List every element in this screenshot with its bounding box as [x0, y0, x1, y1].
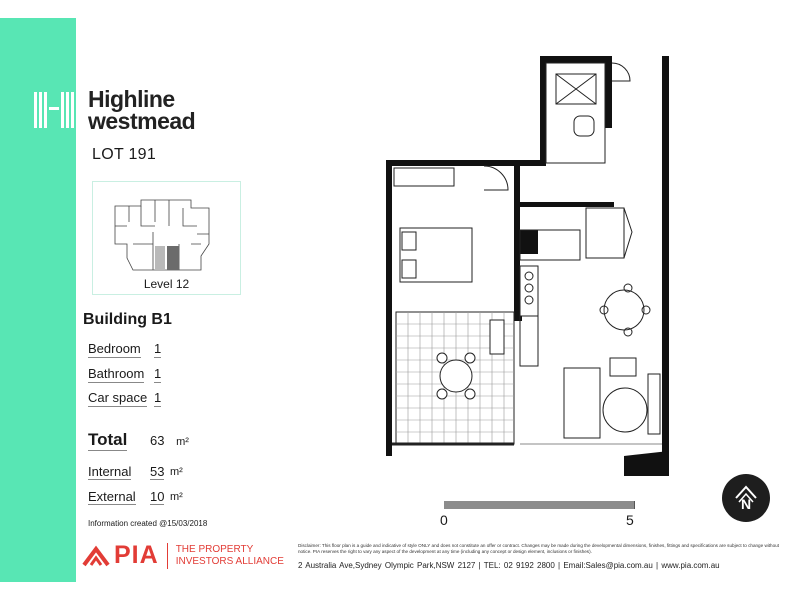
brand-line-2: westmead: [88, 108, 196, 134]
spec-label: Bedroom: [88, 341, 141, 356]
area-value: 53: [150, 464, 165, 479]
pia-logo: [82, 541, 284, 570]
total-value: 63: [150, 433, 165, 448]
area-value: 10: [150, 489, 165, 504]
pia-tagline-2: INVESTORS ALLIANCE: [175, 555, 284, 567]
area-unit: m²: [170, 466, 183, 478]
spec-car-space: [88, 390, 162, 407]
key-plan-level-label: Level 12: [143, 277, 190, 291]
key-plan: [92, 181, 241, 295]
information-date: Information created @15/03/2018: [88, 519, 208, 528]
spec-label: Bathroom: [88, 366, 145, 381]
highline-logo: [34, 88, 195, 132]
brand-line-1: Highline: [88, 86, 175, 112]
highline-monogram-icon: [34, 90, 74, 130]
area-internal: [88, 464, 183, 479]
pia-divider: [167, 543, 168, 569]
contact-details: 2 Australia Ave,Sydney Olympic Park,NSW 2127 | TEL: 02 9192 2800 | Email:Sales@pia.com.au | www.pia.com.au: [298, 561, 720, 570]
spec-label: Car space: [88, 390, 148, 405]
spec-value: 1: [154, 390, 162, 405]
pia-house-icon: [82, 545, 110, 567]
area-unit: m²: [170, 491, 183, 503]
balcony-furniture: [437, 320, 504, 399]
north-label: N: [740, 496, 752, 512]
area-external: [88, 489, 183, 504]
area-label: External: [88, 489, 136, 504]
spec-value: 1: [154, 366, 162, 381]
spec-value: 1: [154, 341, 162, 356]
scale-tick: [634, 501, 635, 509]
pia-tagline-1: THE PROPERTY: [175, 543, 254, 555]
total-unit: m²: [176, 436, 189, 448]
floor-plan: [380, 52, 680, 484]
total-area: [150, 433, 189, 448]
key-plan-drawing: [93, 182, 242, 277]
scale-bar-fill: [444, 501, 634, 509]
north-arrow: [722, 474, 770, 522]
spec-bathroom: [88, 366, 162, 383]
spec-bedroom: [88, 341, 162, 358]
pia-wordmark: PIA: [114, 541, 159, 569]
area-label: Internal: [88, 464, 132, 479]
building-title: Building B1: [83, 311, 172, 328]
scale-end-label: 5: [626, 512, 634, 528]
disclaimer-text: Disclaimer: This floor plan is a guide and indicative of style ONLY and does not constitute an offer or contract. Changes may be made during the developmental dimensions, finishes, fittings and specifications are subject to change without notice. PIA reserves the right to vary any aspect of the development at any time (including any concept or design element, inclusions or finishes).: [298, 543, 779, 554]
lot-number: LOT 191: [92, 146, 157, 163]
total-label: Total: [88, 430, 128, 449]
scale-start-label: 0: [440, 512, 448, 528]
